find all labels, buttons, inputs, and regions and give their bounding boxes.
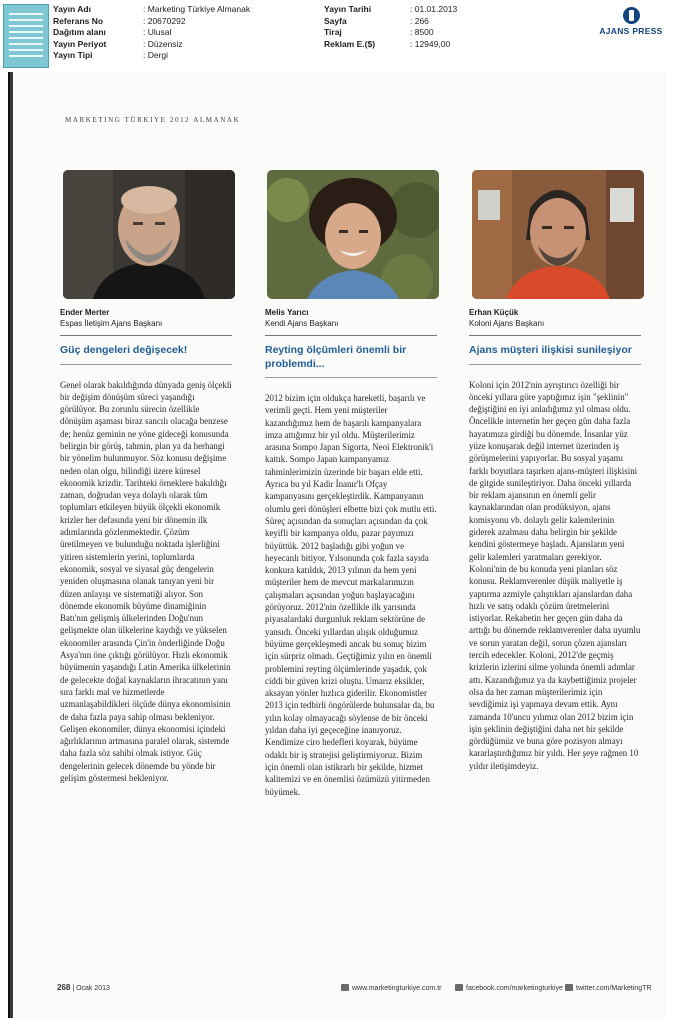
divider [469, 335, 641, 336]
meta-row: Reklam E.($) : 12949,00 [324, 38, 451, 49]
facebook-icon [455, 984, 463, 991]
magazine-page [10, 72, 666, 1018]
footer-link-twitter[interactable]: twitter.com/MarketingTR [565, 984, 651, 992]
press-clipping-header [0, 0, 676, 70]
divider [265, 335, 437, 336]
article-headline: Ajans müşteri ilişkisi sunileşiyor [469, 344, 632, 356]
article-headline: Reyting ölçümleri önemli bir problemdi... [265, 344, 407, 370]
page-number: 268 [57, 983, 71, 992]
clipping-thumbnail [3, 4, 49, 68]
meta-row: Tiraj : 8500 [324, 27, 434, 38]
twitter-icon [565, 984, 573, 991]
divider [265, 377, 437, 378]
article-body: 2012 bizim için oldukça hareketli, başarılı ve verimli geçti. Hem yeni müşteriler kazandığımız hem de başarılı kampanyalara imza attığımız bir yıl oldu. Müşterilerimiz arasına Sompo Japan Sigorta, Neoi Elektronik'i kattık. Sompo Japan kampanyamız tahminlerimizin üzerinde bir başarı elde etti. Ayrıca bu yıl Kadir İnanır'lı Ofçay kampanyasını gerçekleştirdik. Kampanyanın olumlu geri dönüşleri elbette bizi çok mutlu etti. Süreç açısından da sonuçları açısından da çok keyifli bir kampanya oldu, pazar payımızı büyüttük. 2012 başladığı gibi yoğun ve heyecanlı bitiyor. Yılsonunda çok fazla sayıda konkura katıldık, 2013 yılının da hem yeni müşteriler hem de mevcut markalarımızın çalışmaları açısından yoğun başlayacağını görüyoruz. 2012'nin özellikle ilk yarısında piyasalardaki durgunluk reklam sektörüne de yansıdı. Önceki yıllardan alışık olduğumuz büyüme gerçekleşmedi ancak bu sonuç bizim için sürpriz olmadı. Geçtiğimiz yılın en önemli problemini reyting ölçümlerinde yaşadık, çok ciddi bir güven krizi oluştu. Umarız eksikler, aksayan yönler hızlıca giderilir. Ekonomistler 2013 için tedbirli öngörülerde bulunsalar da, bu yılın kolay olmayacağı söylense de bir önceki yıldan daha iyi geçeceğine inanıyoruz. Kendimize ciro hedefleri koyarak, büyüme odaklı bir iş stratejisi geliştirmiyoruz. Bizim için önemli olan istikrarlı bir şekilde, hizmet kalitemizi ve en önemlisi özümüzü yitirmeden büyümek. [265, 393, 437, 797]
meta-left [53, 4, 250, 62]
meta-row: Referans No : 20670292 [53, 15, 186, 26]
meta-right [324, 4, 457, 50]
page-footer [57, 983, 652, 992]
footer-link-website[interactable]: www.marketingturkiye.com.tr [341, 984, 441, 992]
article-column-3 [469, 307, 641, 772]
portrait-erhan-kucuk [472, 170, 644, 299]
globe-icon [341, 984, 349, 991]
footer-separator: | [72, 985, 77, 992]
portrait-ender-merter [63, 170, 235, 299]
author-role: Espas İletişim Ajans Başkanı [60, 319, 163, 328]
article-body: Koloni için 2012'nin ayrıştırıcı özelliği bir önceki yıllara göre yaptığımız işin "şeklinin" değiştiğini en iyi anladığımız yıl olması oldu. Öncelikle internetin her geçen gün daha fazla hayatımıza girdiği bu dönemde. İnsanlar yüz yüze konuşarak değil internet üzerinden iş görüşmelerini yapıyorlar. Bu sosyal yaşamı farklı boyutlara taşırken ajans-müşteri ilişkisini de gitgide sunileştiriyor. Daha önceki yıllarda bir reklam ajansının en önemli gelir kaynaklarından olan prodüksiyon, ajans komisyonu vb. dolaylı gelir kalemlerinin giderek azalması daha belirgin bir şekilde kendini göstermeye başladı. Ajansların yeni gelir kalemleri yaratmaları gerekiyor. Koloni'nin de bu konuda yeni planları söz konusu. Reklamverenler düşük maliyetle iş yaptırma azmiyle çalıştıkları ajanslardan daha hızlı ve satış odaklı çözüm üretmelerini istiyorlar. Rekabetin her geçen gün daha da arttığı bu dönemde reklamverenler daha uyumlu ve sorun yaratan değil, sorun çözen ajansları tercih edecekler. Koloni, 2012'de geçmiş krizlerin izlerini silme yolunda önemli adımlar attı. Kazandığımız ya da kaybettiğimiz projeler olsa da her zaman müşterilerimiz için sevdiğimiz işi yapmaya devam ettik. Aynı zamanda 10'uncu yılımız olan 2012 bizim için işin şeklinin değiştiğini daha net bir şekilde gördüğümüz ve buna göre pozisyon almayı kararlaştırdığımız bir yıldı. Her şeye rağmen 10 yıldır iletişimdeyiz. [469, 379, 641, 771]
meta-row: Yayın Tipi : Dergi [53, 50, 169, 61]
author-name: Melis Yarıcı [265, 308, 309, 317]
meta-row: Yayın Periyot : Düzensiz [53, 38, 183, 49]
author-name: Ender Merter [60, 308, 110, 317]
article-column-2 [265, 307, 437, 798]
footer-link-facebook[interactable]: facebook.com/marketingturkiye [455, 984, 563, 992]
ajans-press-mark-icon [623, 7, 640, 24]
divider [469, 364, 641, 365]
meta-row: Yayın Adı : Marketing Türkiye Almanak [53, 4, 251, 14]
meta-row: Dağıtım alanı : Ulusal [53, 27, 172, 38]
issue-date: Ocak 2013 [76, 985, 110, 992]
ajans-press-logo: AJANS PRESS [596, 7, 666, 36]
meta-row: Yayın Tarihi : 01.01.2013 [324, 4, 458, 14]
article-body: Genel olarak bakıldığında dünyada geniş ölçekli bir değişim dönüşüm süreci yaşandığı görülüyor. Bu zorunlu sürecin özellikle dönüşüm aşaması biraz sancılı olacağa benzese de; henüz geminin ne yöne gideceği konusunda belirgin bir görüş, tahmin, plan ya da herhangi bir yönelim bulunmuyor. Söz konusu değişime neden olan olgu, bilindiği üzere küresel ekonomik krizdir. Tarihteki örneklere bakıldığı zaman, doğrudan veya dolaylı olarak tüm toplumları etkileyen büyük ölçekli ekonomik krizler her defasında yeni bir dönemin ilk adımlarında gözlenmektedir. Çözüm üretilmeyen ve bulunduğu noktada işlerliğini yitiren sistemlerin yerini, toplumlarda ekonomik, sosyal ve siyasal güç dengelerin yeniden oluşmasına olanak tanıyan yeni bir düzen anlayışı ve sistematiği alıyor. Son dönemde ekonomik büyüme dinamiğinin Batı'nın gelişmiş ülkelerinden Doğu'nun gelişmekte olan ülkelerine kaydığı ve yükselen ekonomiler arasında Çin'in önderliğinde Doğu Asya'nın öne çıktığı görülüyor. Hızlı ekonomik büyümenin yaşandığı Latin Amerika ülkelerinin de gelecekte doğal kaynakların ihracatının yanı sıra farklı mal ve hizmetlerde uzmanlaşabildikleri ölçüde dünya ekonomisinin de daha fazla paya sahip olması bekleniyor. Gelişen ekonomiler, dünya ekonomisi içindeki ağırlıklarının artmasına paralel olarak, sistemde daha fazla söz sahibi olmak istiyor. Güç dengelerinin gelecek dönemde bu yönde bir gelişim göstermesi bekleniyor. [60, 379, 232, 783]
article-headline: Güç dengeleri değişecek! [60, 344, 188, 356]
running-head: MARKETING TÜRKIYE 2012 ALMANAK [65, 116, 241, 124]
article-column-1 [60, 307, 232, 784]
meta-row: Sayfa : 266 [324, 15, 429, 26]
portrait-melis-yarici [267, 170, 439, 299]
author-name: Erhan Küçük [469, 308, 519, 317]
author-role: Koloni Ajans Başkanı [469, 319, 545, 328]
author-role: Kendi Ajans Başkanı [265, 319, 339, 328]
divider [60, 364, 232, 365]
divider [60, 335, 232, 336]
